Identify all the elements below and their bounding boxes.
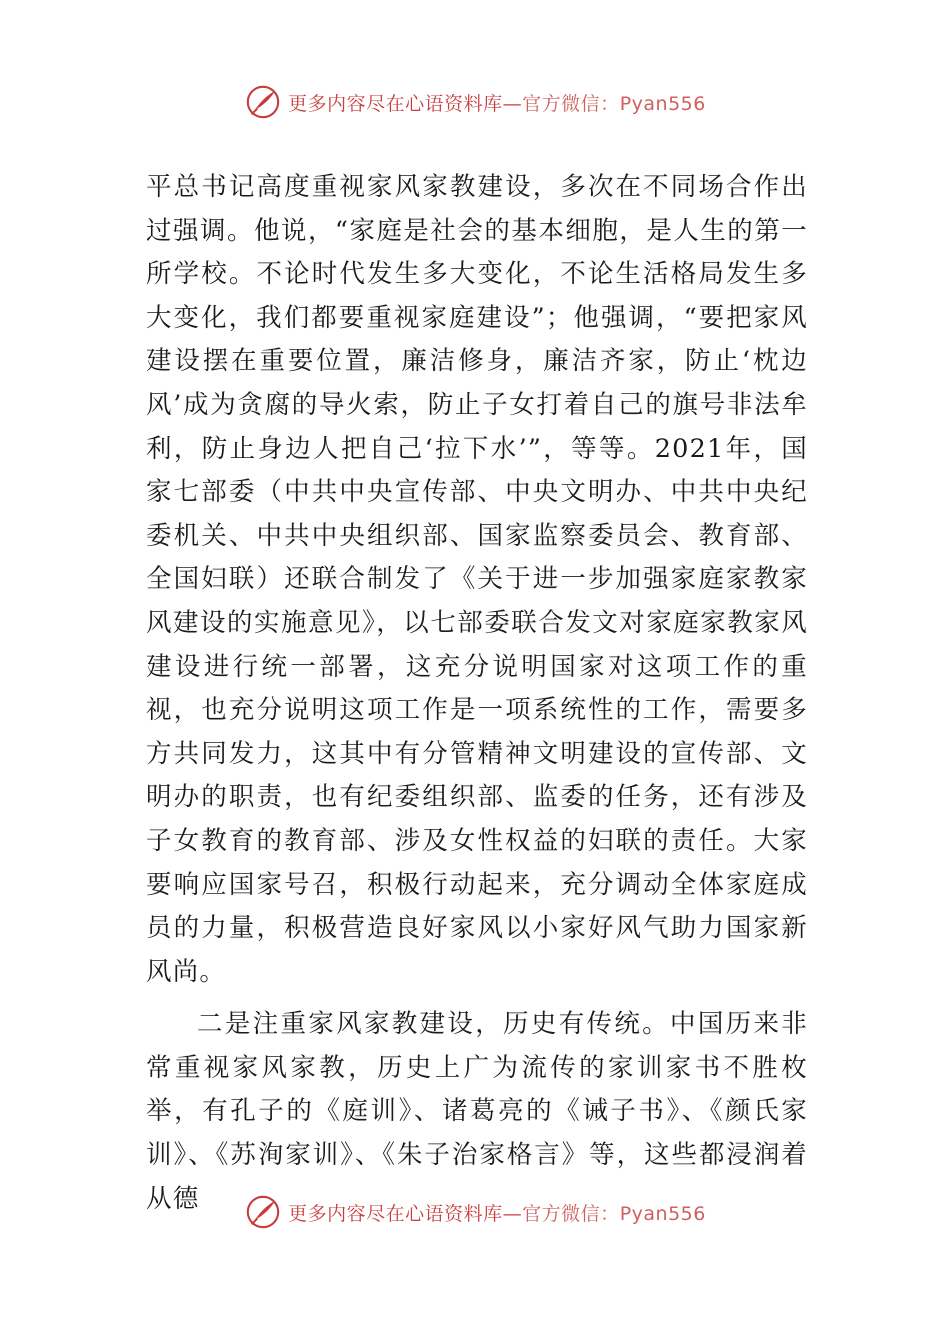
body-paragraph-2: 二是注重家风家教建设，历史有传统。中国历来非常重视家风家教，历史上广为流传的家训家书不胜枚举，有孔子的《庭训》、诸葛亮的《诫子书》、《颜氏家训》、《苏洵家训》、《朱子治家格言》等，这些都浸润着从德: [146, 1009, 808, 1214]
header-separator: —: [502, 92, 523, 115]
footer-wechat-label: 官方微信：: [522, 1202, 620, 1225]
feather-pen-logo-icon: [244, 83, 282, 121]
footer-banner: [0, 1190, 950, 1234]
header-brand-text: 更多内容尽在心语资料库: [288, 92, 503, 115]
feather-pen-logo-icon: [244, 1193, 282, 1231]
document-body: [146, 166, 808, 1221]
header-banner: [0, 80, 950, 124]
header-wechat-id: Pyan556: [619, 92, 706, 115]
header-promo-text: [288, 89, 706, 116]
body-paragraph-1: 平总书记高度重视家风家教建设，多次在不同场合作出过强调。他说，“家庭是社会的基本细胞，是人生的第一所学校。不论时代发生多大变化，不论生活格局发生多大变化，我们都要重视家庭建设”；他强调，“要把家风建设摆在重要位置，廉洁修身，廉洁齐家，防止‘枕边风’成为贪腐的导火索，防止子女打着自己的旗号非法牟利，防止身边人把自己‘拉下水’”，等等。2021年，国家七部委（中共中央宣传部、中央文明办、中共中央纪委机关、中共中央组织部、国家监察委员会、教育部、全国妇联）还联合制发了《关于进一步加强家庭家教家风建设的实施意见》，以七部委联合发文对家庭家教家风建设进行统一部署，这充分说明国家对这项工作的重视，也充分说明这项工作是一项系统性的工作，需要多方共同发力，这其中有分管精神文明建设的宣传部、文明办的职责，也有纪委组织部、监委的任务，还有涉及子女教育的教育部、涉及女性权益的妇联的责任。大家要响应国家号召，积极行动起来，充分调动全体家庭成员的力量，积极营造良好家风以小家好风气助力国家新风尚。: [146, 172, 808, 987]
footer-wechat-id: Pyan556: [619, 1202, 706, 1225]
footer-brand-text: 更多内容尽在心语资料库: [288, 1202, 503, 1225]
footer-separator: —: [502, 1202, 523, 1225]
header-wechat-label: 官方微信：: [522, 92, 620, 115]
footer-promo-text: [288, 1199, 706, 1226]
